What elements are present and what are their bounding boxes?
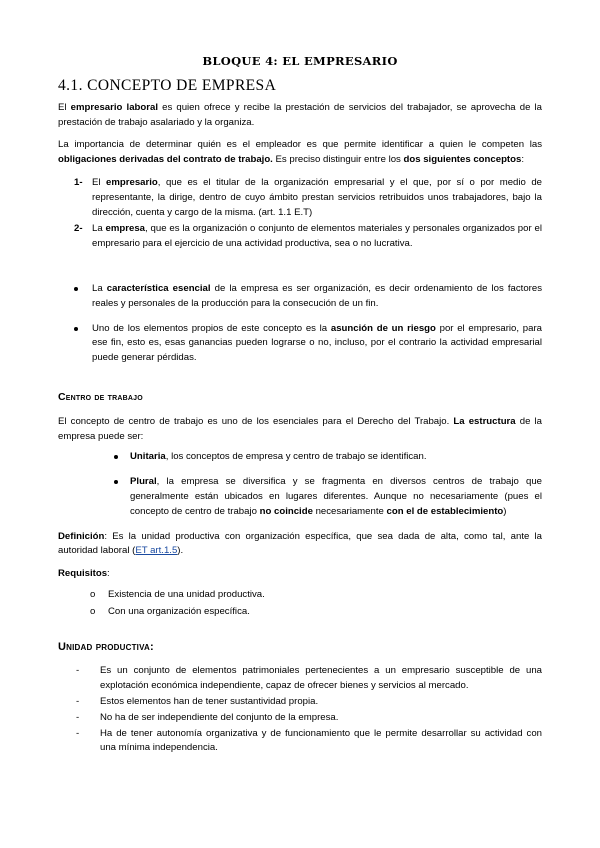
bold-text: Requisitos bbox=[58, 568, 108, 580]
text: Ha de tener autonomía organizativa y de funcionamiento que le permite desarrollar su actividad con una mínima independencia. bbox=[100, 727, 542, 754]
bold-text: no coincide bbox=[259, 505, 313, 517]
list-item bbox=[74, 322, 542, 366]
section-heading-unidad: Unidad productiva: bbox=[58, 640, 154, 653]
text: , que es el titular de la organización empresarial y el que, por sí o por medio de representante, la dirige, dentro de cuyo ámbito prestan servicios retribuidos unos trabajadores, bajo la dirección, cuenta y cargo de la misma. (art. 1.1 E.T) bbox=[92, 176, 543, 218]
list-item bbox=[74, 176, 542, 220]
paragraph-importancia bbox=[58, 138, 542, 168]
text: por el empresario, para ese fin, esto es, esas ganancias pueden lograrse o no, incluso, por el contrario la actividad empresarial puede generar pérdidas. bbox=[92, 322, 542, 364]
text: de la empresa es ser organización, es decir ordenamiento de los factores reales y personales de la producción para la consecución de un fin. bbox=[92, 282, 542, 309]
text: : bbox=[107, 568, 110, 580]
text: necesariamente bbox=[312, 505, 387, 517]
bold-text: empresario laboral bbox=[70, 101, 158, 113]
text: La bbox=[92, 282, 107, 294]
section-heading-concepto: 4.1. CONCEPTO DE EMPRESA bbox=[58, 76, 277, 94]
text: Estos elementos han de tener sustantividad propia. bbox=[100, 695, 319, 707]
section-heading-centro: Centro de trabajo bbox=[58, 390, 143, 403]
circle-bullet-icon: o bbox=[90, 588, 96, 600]
text: es quien ofrece y recibe la prestación de servicios del trabajador, se aprovecha de la prestación de trabajo asalariado y la organiza. bbox=[58, 101, 542, 128]
title-rest: EL EMPRESARIO bbox=[282, 54, 398, 68]
dash-bullet-icon: - bbox=[76, 711, 80, 723]
list-item bbox=[114, 450, 542, 465]
bold-text: dos siguientes conceptos bbox=[403, 154, 522, 166]
text: , que es la organización o conjunto de elementos materiales y personales organizados por el empresario para el ejercicio de una actividad productiva, sea o no lucrativa. bbox=[92, 223, 542, 250]
bold-text: obligaciones derivadas del contrato de trabajo. bbox=[58, 154, 273, 166]
list-item bbox=[76, 695, 542, 710]
bold-text: Plural bbox=[130, 476, 157, 488]
bullet-list bbox=[58, 282, 542, 366]
unidad-list bbox=[58, 664, 542, 756]
bold-text: empresa bbox=[105, 223, 146, 235]
dash-bullet-icon: - bbox=[76, 665, 80, 677]
text: Existencia de una unidad productiva. bbox=[108, 588, 265, 600]
item-number: 1- bbox=[74, 176, 83, 188]
text: , la empresa se diversifica y se fragmenta en diversos centros de trabajo que generalmente están ubicados en lugares diferentes. Aunque no necesariamente (pues el concepto de centro de trabajo bbox=[130, 476, 542, 517]
bold-text: Unitaria bbox=[130, 451, 166, 463]
text: La importancia de determinar quién es el empleador es que permite identificar a quien le competen las bbox=[58, 139, 542, 151]
et-article-link[interactable]: ET art.1.5 bbox=[135, 545, 178, 557]
requisitos-list bbox=[58, 588, 542, 620]
bold-text: con el de establecimiento bbox=[386, 505, 504, 517]
text: Uno de los elementos propios de este concepto es la bbox=[92, 322, 331, 334]
bullet-icon bbox=[114, 455, 118, 459]
list-item bbox=[76, 711, 542, 726]
numbered-list bbox=[58, 176, 542, 252]
bold-text: asunción de un riesgo bbox=[330, 322, 436, 334]
bullet-icon bbox=[74, 327, 78, 331]
bullet-icon bbox=[74, 287, 78, 291]
list-item bbox=[114, 475, 542, 519]
structure-list bbox=[58, 450, 542, 519]
paragraph-centro bbox=[58, 415, 542, 445]
list-item bbox=[76, 664, 542, 694]
document-title bbox=[58, 54, 542, 69]
text: : Es la unidad productiva con organización específica, que sea dada de alta, como tal, ante la autoridad laboral ( bbox=[58, 530, 542, 557]
text: La bbox=[92, 223, 106, 235]
circle-bullet-icon: o bbox=[90, 605, 96, 617]
dash-bullet-icon: - bbox=[76, 695, 80, 707]
text: Con una organización específica. bbox=[108, 605, 250, 617]
text: ) bbox=[503, 505, 507, 517]
text: No ha de ser independiente del conjunto de la empresa. bbox=[100, 711, 339, 723]
bold-text: Definición bbox=[58, 530, 105, 542]
paragraph-requisitos bbox=[58, 567, 542, 582]
text: El bbox=[58, 101, 71, 113]
paragraph-definicion bbox=[58, 530, 542, 560]
text: , los conceptos de empresa y centro de trabajo se identifican. bbox=[165, 451, 427, 463]
text: El concepto de centro de trabajo es uno de los esenciales para el Derecho del Trabajo. bbox=[58, 415, 454, 427]
paragraph-empresario-laboral bbox=[58, 101, 542, 131]
bold-text: empresario bbox=[106, 176, 158, 188]
list-item bbox=[76, 727, 542, 757]
text: El bbox=[92, 176, 107, 188]
text: de la empresa puede ser: bbox=[58, 415, 542, 442]
document-page bbox=[58, 54, 542, 757]
bold-text: La estructura bbox=[453, 415, 516, 427]
bullet-icon bbox=[114, 480, 118, 484]
list-item bbox=[90, 588, 542, 603]
dash-bullet-icon: - bbox=[76, 727, 80, 739]
text: Es preciso distinguir entre los bbox=[272, 154, 404, 166]
item-number: 2- bbox=[74, 223, 83, 235]
bold-text: característica esencial bbox=[106, 282, 211, 294]
list-item bbox=[74, 222, 542, 252]
text: Es un conjunto de elementos patrimoniales pertenecientes a un empresario susceptible de una explotación económica independiente, capaz de ofrecer bienes y servicios al mercado. bbox=[100, 665, 542, 692]
title-prefix: BLOQUE 4: bbox=[202, 54, 283, 68]
list-item bbox=[74, 282, 542, 312]
list-item bbox=[90, 605, 542, 620]
text: ). bbox=[177, 545, 184, 557]
text: : bbox=[521, 154, 524, 166]
